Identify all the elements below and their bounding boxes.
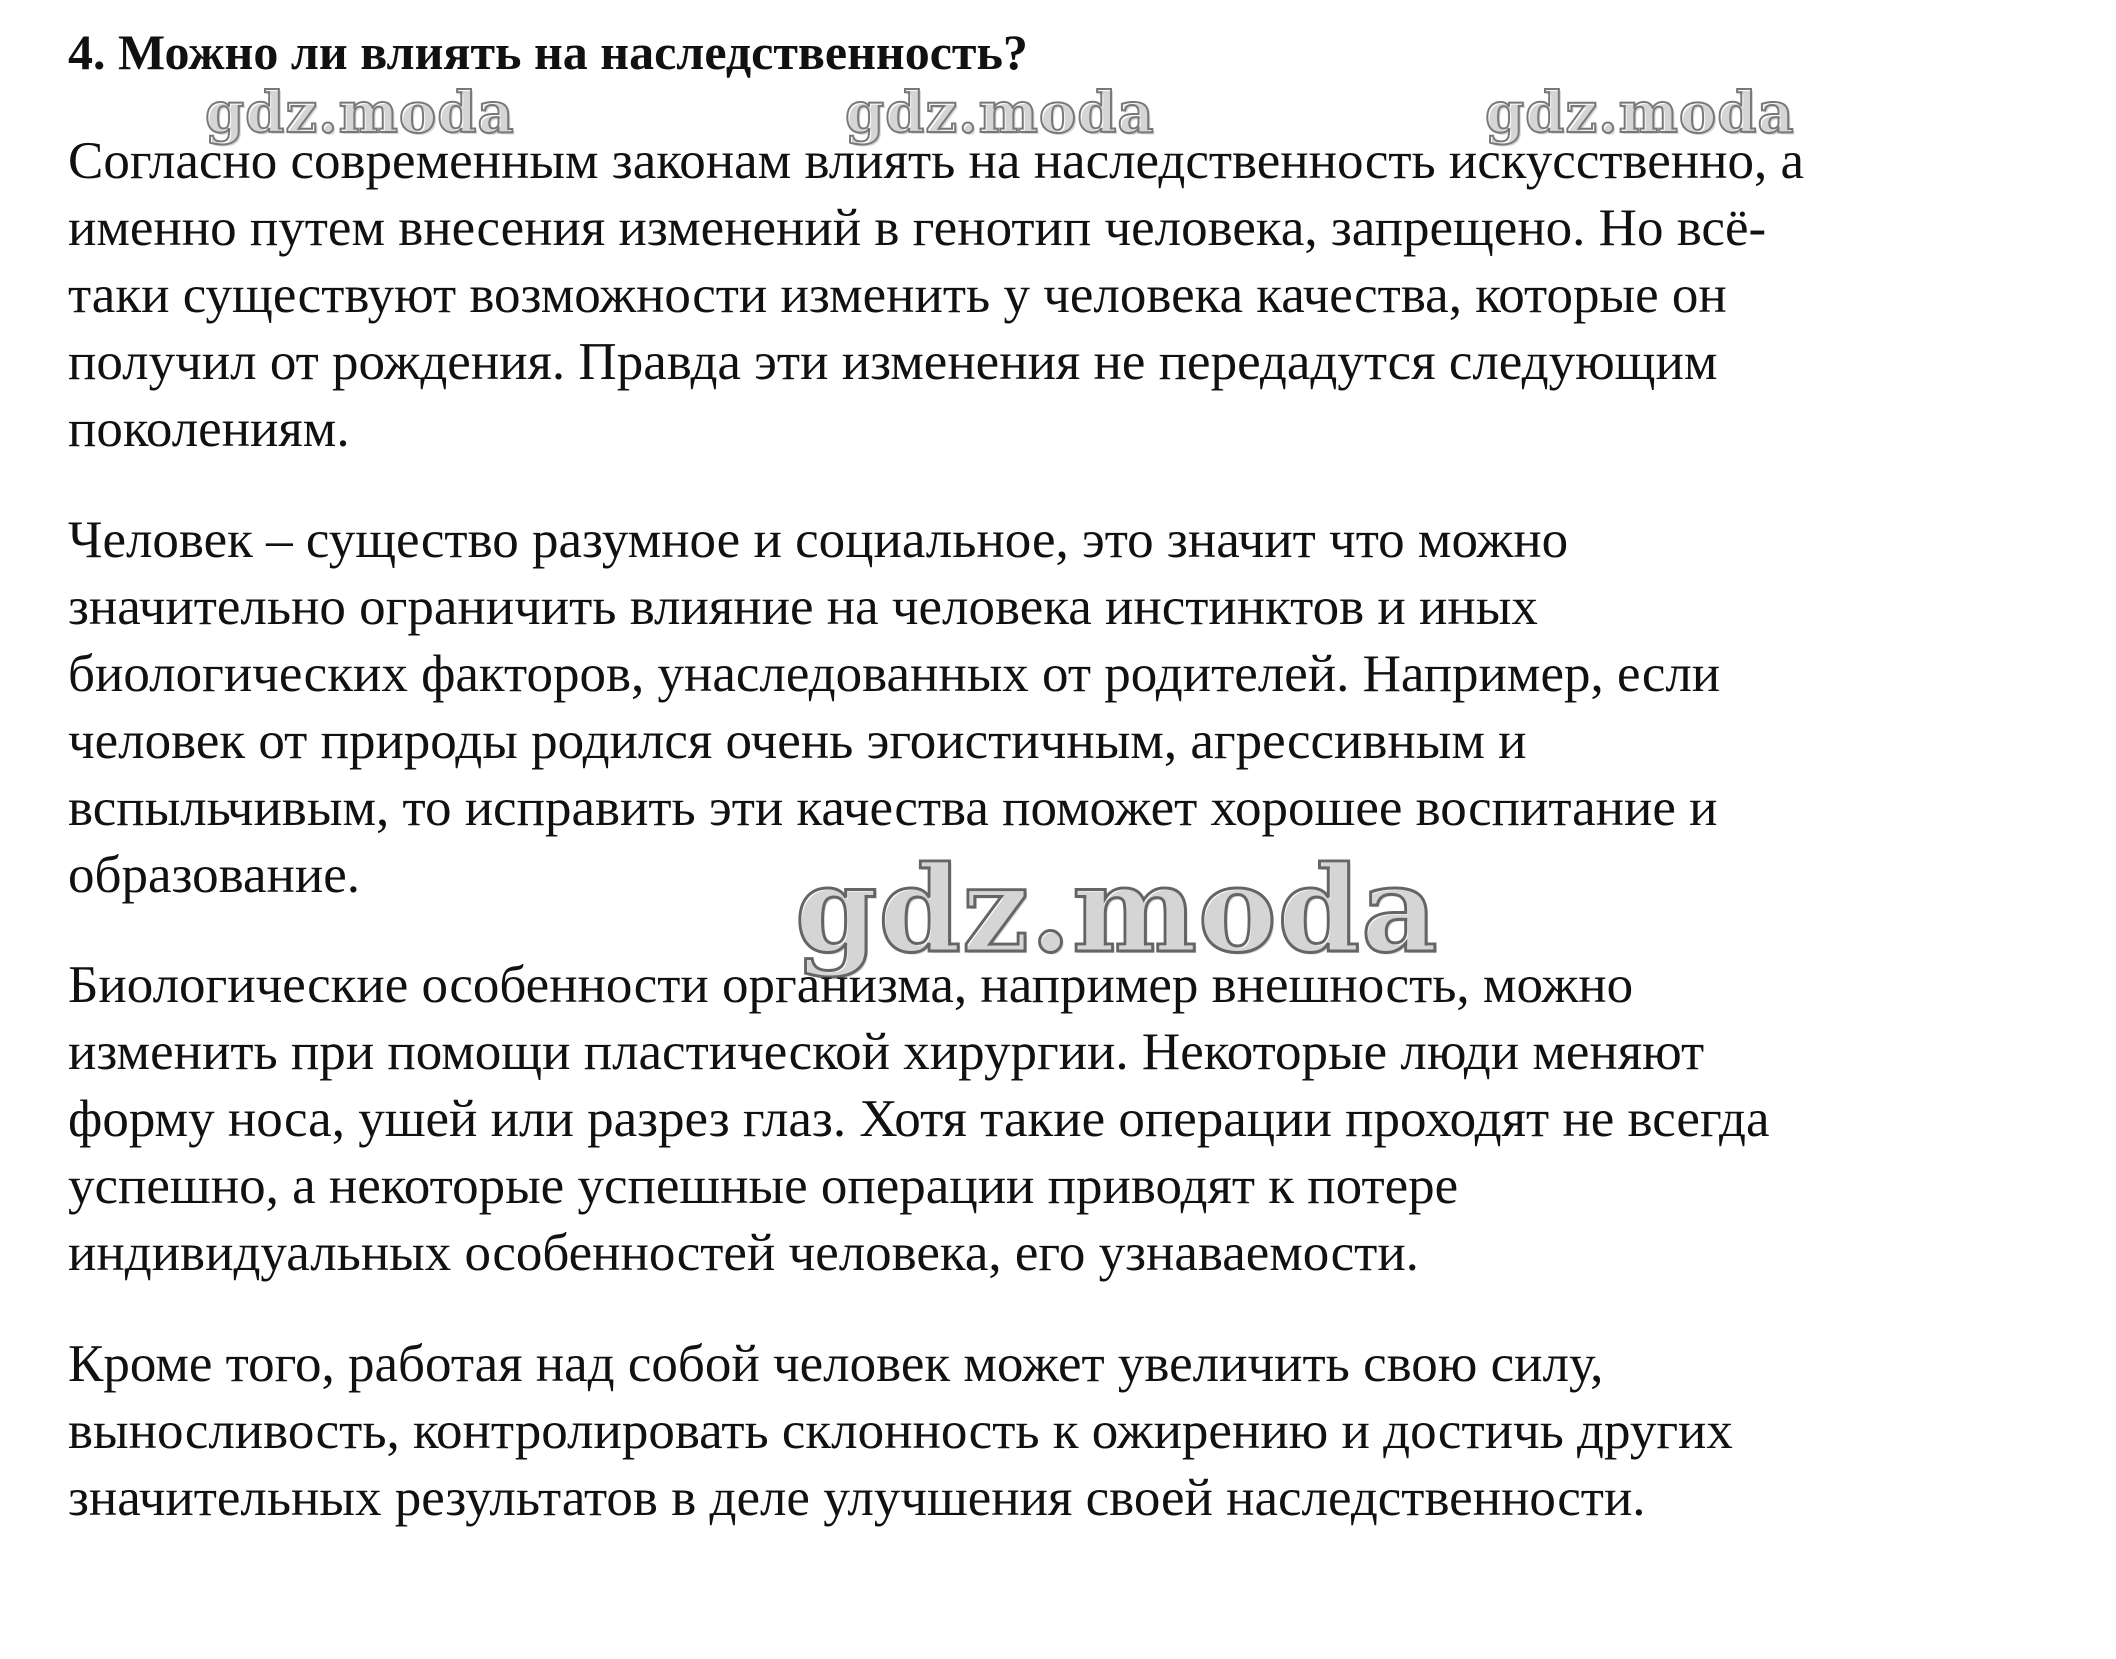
text-line: Согласно современным законам влиять на наследственность искусственно, а	[68, 132, 1805, 190]
text-line: Биологические особенности организма, например внешность, можно	[68, 956, 1634, 1014]
answer-paragraph-4	[68, 1331, 2068, 1532]
text-line: успешно, а некоторые успешные операции приводят к потере	[68, 1157, 1459, 1215]
text-line: выносливость, контролировать склонность к ожирению и достичь других	[68, 1402, 1733, 1460]
text-line: значительных результатов в деле улучшения своей наследственности.	[68, 1469, 1646, 1527]
text-line: вспыльчивым, то исправить эти качества поможет хорошее воспитание и	[68, 779, 1718, 837]
text-line: именно путем внесения изменений в генотип человека, запрещено. Но всё-	[68, 199, 1767, 257]
watermark-logo-large: gdz.moda	[795, 840, 1439, 979]
question-heading: 4. Можно ли влиять на наследственность?	[68, 24, 1028, 80]
text-line: значительно ограничить влияние на человека инстинктов и иных	[68, 578, 1538, 636]
text-line: получил от рождения. Правда эти изменения не передадутся следующим	[68, 333, 1718, 391]
text-line: Человек – существо разумное и социальное, это значит что можно	[68, 511, 1569, 569]
text-line: Кроме того, работая над собой человек может увеличить свою силу,	[68, 1335, 1604, 1393]
text-line: человек от природы родился очень эгоистичным, агрессивным и	[68, 712, 1527, 770]
answer-paragraph-3	[68, 952, 2068, 1287]
watermark-logo: gdz.moda	[845, 80, 1155, 146]
text-line: образование.	[68, 846, 360, 904]
text-line: биологических факторов, унаследованных от родителей. Например, если	[68, 645, 1721, 703]
text-line: таки существуют возможности изменить у человека качества, которые он	[68, 266, 1727, 324]
text-line: форму носа, ушей или разрез глаз. Хотя такие операции проходят не всегда	[68, 1090, 1770, 1148]
text-line: индивидуальных особенностей человека, его узнаваемости.	[68, 1224, 1419, 1282]
watermark-logo: gdz.moda	[1485, 80, 1795, 146]
text-line: поколениям.	[68, 400, 350, 458]
watermark-logo: gdz.moda	[205, 80, 515, 146]
text-line: изменить при помощи пластической хирургии. Некоторые люди меняют	[68, 1023, 1705, 1081]
answer-paragraph-1	[68, 128, 2068, 463]
